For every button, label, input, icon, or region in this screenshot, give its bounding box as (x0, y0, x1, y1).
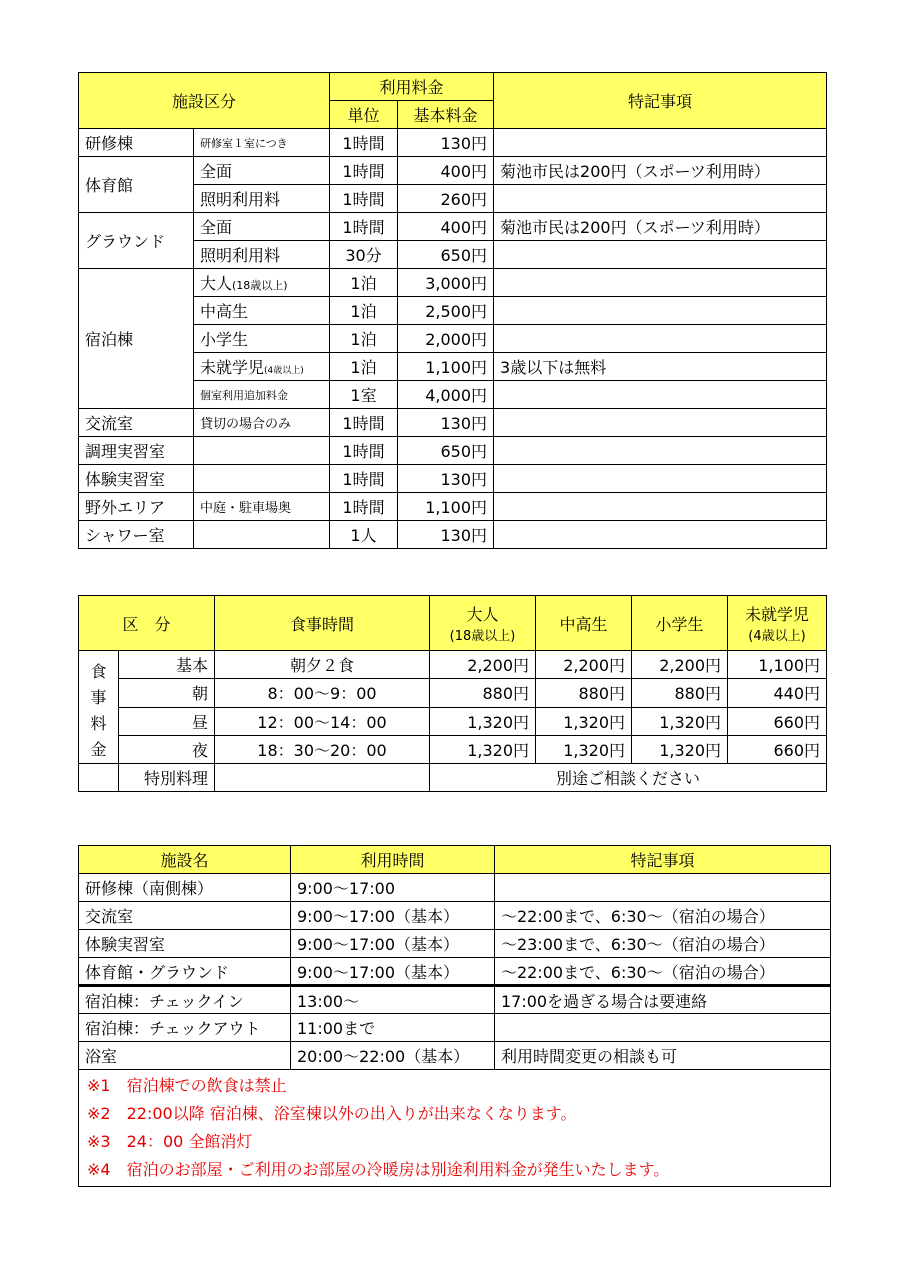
table-row (79, 465, 827, 493)
note-cell (494, 437, 827, 465)
meal-time: 18：30～20：00 (215, 735, 430, 763)
price-cell: 2,500円 (398, 297, 494, 325)
unit-cell: 1時間 (330, 213, 398, 241)
note-cell (494, 493, 827, 521)
time-cell: 9:00～17:00（基本） (291, 902, 495, 930)
unit-cell: 1時間 (330, 465, 398, 493)
meal-name: 昼 (119, 707, 215, 735)
facility-cell: 体験実習室 (79, 465, 194, 493)
table-row (79, 651, 827, 679)
price-cell: 400円 (398, 213, 494, 241)
price-cell: 260円 (398, 185, 494, 213)
meal-name: 基本 (119, 651, 215, 679)
note-cell (494, 241, 827, 269)
price-cell: 3,000円 (398, 269, 494, 297)
time-cell: 11:00まで (291, 1014, 495, 1042)
header-category: 区 分 (79, 596, 215, 651)
table-row (79, 493, 827, 521)
side-char: 食 (90, 662, 107, 681)
unit-cell: 1室 (330, 381, 398, 409)
table-row (79, 1042, 831, 1070)
note-cell (495, 1014, 831, 1042)
sub-cell: 貸切の場合のみ (194, 409, 330, 437)
unit-cell: 1時間 (330, 493, 398, 521)
price-cell: 1,320円 (536, 707, 632, 735)
note-cell: ～23:00まで、6:30～（宿泊の場合） (495, 930, 831, 958)
note-cell (494, 297, 827, 325)
table-row (79, 735, 827, 763)
note-line: ※1 宿泊棟での飲食は禁止 (87, 1076, 287, 1095)
price-cell: 880円 (536, 679, 632, 707)
note-cell (494, 381, 827, 409)
sub-cell: 中高生 (194, 297, 330, 325)
note-cell (494, 409, 827, 437)
table-row (79, 958, 831, 986)
table-row (79, 409, 827, 437)
facility-cell: 調理実習室 (79, 437, 194, 465)
header-name: 施設名 (79, 846, 291, 874)
unit-cell: 1泊 (330, 269, 398, 297)
table-row (79, 437, 827, 465)
sub-cell: 全面 (194, 213, 330, 241)
notes-cell (79, 1070, 831, 1187)
note-cell: ～22:00まで、6:30～（宿泊の場合） (495, 902, 831, 930)
header-fee: 利用料金 (330, 73, 494, 101)
side-char: 事 (90, 688, 107, 707)
sub-cell: 個室利用追加料金 (194, 381, 330, 409)
facility-cell: 宿泊棟 (79, 269, 194, 409)
unit-cell: 1時間 (330, 185, 398, 213)
header-facility: 施設区分 (79, 73, 330, 129)
table-row (79, 902, 831, 930)
sub-cell (194, 437, 330, 465)
header-unit: 単位 (330, 101, 398, 129)
price-cell: 4,000円 (398, 381, 494, 409)
table-row (79, 1014, 831, 1042)
empty-cell (79, 764, 119, 792)
time-cell: 9:00～17:00 (291, 874, 495, 902)
note-cell: 利用時間変更の相談も可 (495, 1042, 831, 1070)
unit-cell: 1時間 (330, 129, 398, 157)
sub-cell (194, 269, 330, 297)
sub-cell: 照明利用料 (194, 241, 330, 269)
header-time: 利用時間 (291, 846, 495, 874)
unit-cell: 1泊 (330, 325, 398, 353)
header-notes: 特記事項 (494, 73, 827, 129)
table-row (79, 874, 831, 902)
table-row (79, 986, 831, 1014)
price-cell: 1,100円 (398, 353, 494, 381)
unit-cell: 1人 (330, 521, 398, 549)
note-cell (495, 874, 831, 902)
header-middle: 中高生 (536, 596, 632, 651)
price-cell: 2,200円 (536, 651, 632, 679)
facility-cell: 宿泊棟：チェックアウト (79, 1014, 291, 1042)
meal-name: 特別料理 (119, 764, 215, 792)
table-row (79, 213, 827, 241)
facility-cell: 体育館・グラウンド (79, 958, 291, 986)
note-cell (494, 129, 827, 157)
sub-small: (4歳以上) (264, 366, 304, 376)
table-row (79, 521, 827, 549)
note-cell: 3歳以下は無料 (494, 353, 827, 381)
facility-cell: 体育館 (79, 157, 194, 213)
usage-hours-table (78, 845, 831, 1187)
sub-cell (194, 353, 330, 381)
price-cell: 130円 (398, 409, 494, 437)
sub-cell: 研修室１室につき (194, 129, 330, 157)
meal-time: 朝夕２食 (215, 651, 430, 679)
note-cell: 菊池市民は200円（スポーツ利用時） (494, 157, 827, 185)
table-row (79, 129, 827, 157)
sub-cell: 照明利用料 (194, 185, 330, 213)
facility-cell: 浴室 (79, 1042, 291, 1070)
sub-label: 大人 (200, 274, 233, 293)
header-elem: 小学生 (632, 596, 728, 651)
unit-cell: 1泊 (330, 297, 398, 325)
price-cell: 2,200円 (430, 651, 536, 679)
header-base: 基本料金 (398, 101, 494, 129)
header-time: 食事時間 (215, 596, 430, 651)
price-cell: 1,320円 (430, 735, 536, 763)
note-cell (494, 269, 827, 297)
note-line: ※3 24：00 全館消灯 (87, 1132, 253, 1151)
adult-sub: (18歳以上) (449, 629, 516, 644)
facility-cell: 交流室 (79, 409, 194, 437)
unit-cell: 30分 (330, 241, 398, 269)
facility-cell: 野外エリア (79, 493, 194, 521)
table-row (79, 157, 827, 185)
time-cell: 13:00～ (291, 986, 495, 1014)
facility-cell: シャワー室 (79, 521, 194, 549)
meal-side-label (79, 651, 119, 764)
price-cell: 2,000円 (398, 325, 494, 353)
special-note: 別途ご相談ください (430, 764, 827, 792)
price-cell: 130円 (398, 521, 494, 549)
time-cell: 20:00～22:00（基本） (291, 1042, 495, 1070)
price-cell: 880円 (430, 679, 536, 707)
sub-label: 未就学児 (200, 358, 265, 377)
unit-cell: 1時間 (330, 157, 398, 185)
facility-cell: 体験実習室 (79, 930, 291, 958)
note-cell: 菊池市民は200円（スポーツ利用時） (494, 213, 827, 241)
note-cell (494, 465, 827, 493)
note-line: ※2 22:00以降 宿泊棟、浴室棟以外の出入りが出来なくなります。 (87, 1104, 577, 1123)
meal-fee-table (78, 595, 827, 792)
price-cell: 1,320円 (632, 707, 728, 735)
price-cell: 1,320円 (536, 735, 632, 763)
price-cell: 2,200円 (632, 651, 728, 679)
time-cell: 9:00～17:00（基本） (291, 958, 495, 986)
facility-cell: グラウンド (79, 213, 194, 269)
table-row (79, 707, 827, 735)
price-cell: 1,320円 (430, 707, 536, 735)
meal-time: 8：00～9：00 (215, 679, 430, 707)
note-cell (494, 521, 827, 549)
price-cell: 650円 (398, 437, 494, 465)
facility-cell: 交流室 (79, 902, 291, 930)
pre-sub: (4歳以上) (748, 629, 806, 644)
facility-cell: 宿泊棟：チェックイン (79, 986, 291, 1014)
unit-cell: 1泊 (330, 353, 398, 381)
price-cell: 1,100円 (398, 493, 494, 521)
sub-cell: 小学生 (194, 325, 330, 353)
sub-cell (194, 465, 330, 493)
header-pre (728, 596, 827, 651)
price-cell: 660円 (728, 735, 827, 763)
sub-small: (18歳以上) (232, 279, 288, 292)
table-row (79, 930, 831, 958)
side-char: 金 (90, 740, 107, 759)
meal-name: 朝 (119, 679, 215, 707)
unit-cell: 1時間 (330, 437, 398, 465)
empty-cell (215, 764, 430, 792)
time-cell: 9:00～17:00（基本） (291, 930, 495, 958)
price-cell: 130円 (398, 465, 494, 493)
unit-cell: 1時間 (330, 409, 398, 437)
note-cell (494, 325, 827, 353)
pre-label: 未就学児 (745, 605, 810, 624)
note-cell: ～22:00まで、6:30～（宿泊の場合） (495, 958, 831, 986)
price-cell: 440円 (728, 679, 827, 707)
note-line: ※4 宿泊のお部屋・ご利用のお部屋の冷暖房は別途利用料金が発生いたします。 (87, 1160, 670, 1179)
facility-cell: 研修棟 (79, 129, 194, 157)
table-row (79, 764, 827, 792)
sub-cell: 中庭・駐車場奥 (194, 493, 330, 521)
note-cell: 17:00を過ぎる場合は要連絡 (495, 986, 831, 1014)
price-cell: 130円 (398, 129, 494, 157)
table-row (79, 269, 827, 297)
notes-row (79, 1070, 831, 1187)
price-cell: 650円 (398, 241, 494, 269)
facility-cell: 研修棟（南側棟） (79, 874, 291, 902)
header-adult (430, 596, 536, 651)
price-cell: 880円 (632, 679, 728, 707)
sub-cell (194, 521, 330, 549)
meal-name: 夜 (119, 735, 215, 763)
meal-time: 12：00～14：00 (215, 707, 430, 735)
table-row (79, 679, 827, 707)
price-cell: 1,320円 (632, 735, 728, 763)
price-cell: 400円 (398, 157, 494, 185)
header-notes: 特記事項 (495, 846, 831, 874)
sub-cell: 全面 (194, 157, 330, 185)
price-cell: 1,100円 (728, 651, 827, 679)
facility-fee-table (78, 72, 827, 549)
note-cell (494, 185, 827, 213)
price-cell: 660円 (728, 707, 827, 735)
side-char: 料 (90, 714, 107, 733)
adult-label: 大人 (466, 605, 499, 624)
